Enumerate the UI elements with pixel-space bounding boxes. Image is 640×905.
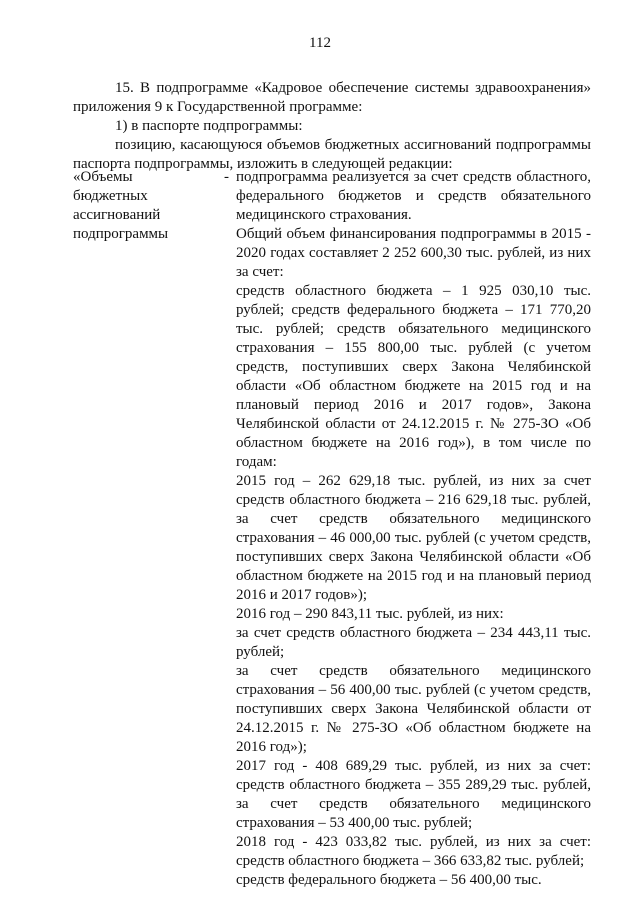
content-paragraph: 2017 год - 408 689,29 тыс. рублей, из них за счет: средств областного бюджета – 355 289,29 тыс. рублей, за счет средств обязательного медицинского страхования – 53 400,00 тыс. рублей; xyxy=(236,758,591,831)
label-line: бюджетных xyxy=(73,188,148,204)
content-paragraph: 2015 год – 262 629,18 тыс. рублей, из них за счет средств областного бюджета – 216 629,18 тыс. рублей, за счет средств обязательного медицинского страхования – 46 000,00 тыс. рублей (с учетом средств, поступивших сверх Закона Челябинской области «Об областном бюджете на 2015 год и на плановый период 2016 и 2017 годов»); xyxy=(236,473,591,603)
content-paragraph: подпрограмма реализуется за счет средств областного, федерального бюджетов и средств обязательного медицинского страхования. xyxy=(236,169,591,223)
intro-paragraph-2: 1) в паспорте подпрограммы: xyxy=(115,118,303,134)
intro-section xyxy=(73,79,591,174)
page-number: 112 xyxy=(309,35,331,51)
table-dash: - xyxy=(224,169,229,185)
content-paragraph: средств областного бюджета – 1 925 030,10 тыс. рублей; средств федерального бюджета – 171 770,20 тыс. рублей; средств обязательного медицинского страхования – 155 800,00 тыс. рублей (с учетом средств, поступивших сверх Закона Челябинской области «Об областном бюджете на 2015 год и на плановый период 2016 и 2017 годов», Закона Челябинской области от 24.12.2015 г. № 275-ЗО «Об областном бюджете на 2016 год»), в том числе по годам: xyxy=(236,283,591,470)
content-paragraph: за счет средств обязательного медицинского страхования – 56 400,00 тыс. рублей (с учетом средств, поступивших сверх Закона Челябинской области от 24.12.2015 г. № 275-ЗО «Об областном бюджете на 2016 год»); xyxy=(236,663,591,755)
label-line: ассигнований xyxy=(73,207,161,223)
table-content-column xyxy=(236,168,591,890)
content-paragraph: средств федерального бюджета – 56 400,00 тыс. xyxy=(236,872,542,888)
intro-paragraph-3: позицию, касающуюся объемов бюджетных ассигнований подпрограммы паспорта подпрограммы, изложить в следующей редакции: xyxy=(73,137,591,172)
content-paragraph: 2018 год - 423 033,82 тыс. рублей, из них за счет: средств областного бюджета – 366 633,82 тыс. рублей; xyxy=(236,834,591,869)
label-line: подпрограммы xyxy=(73,226,169,242)
intro-paragraph-1: 15. В подпрограмме «Кадровое обеспечение системы здравоохранения» приложения 9 к Государственной программе: xyxy=(73,80,591,115)
content-paragraph: Общий объем финансирования подпрограммы в 2015 - 2020 годах составляет 2 252 600,30 тыс. рублей, из них за счет: xyxy=(236,226,591,280)
content-paragraph: за счет средств областного бюджета – 234 443,11 тыс. рублей; xyxy=(236,625,591,660)
label-line: «Объемы xyxy=(73,169,133,185)
table-label-column xyxy=(73,168,213,244)
content-paragraph: 2016 год – 290 843,11 тыс. рублей, из них: xyxy=(236,606,504,622)
